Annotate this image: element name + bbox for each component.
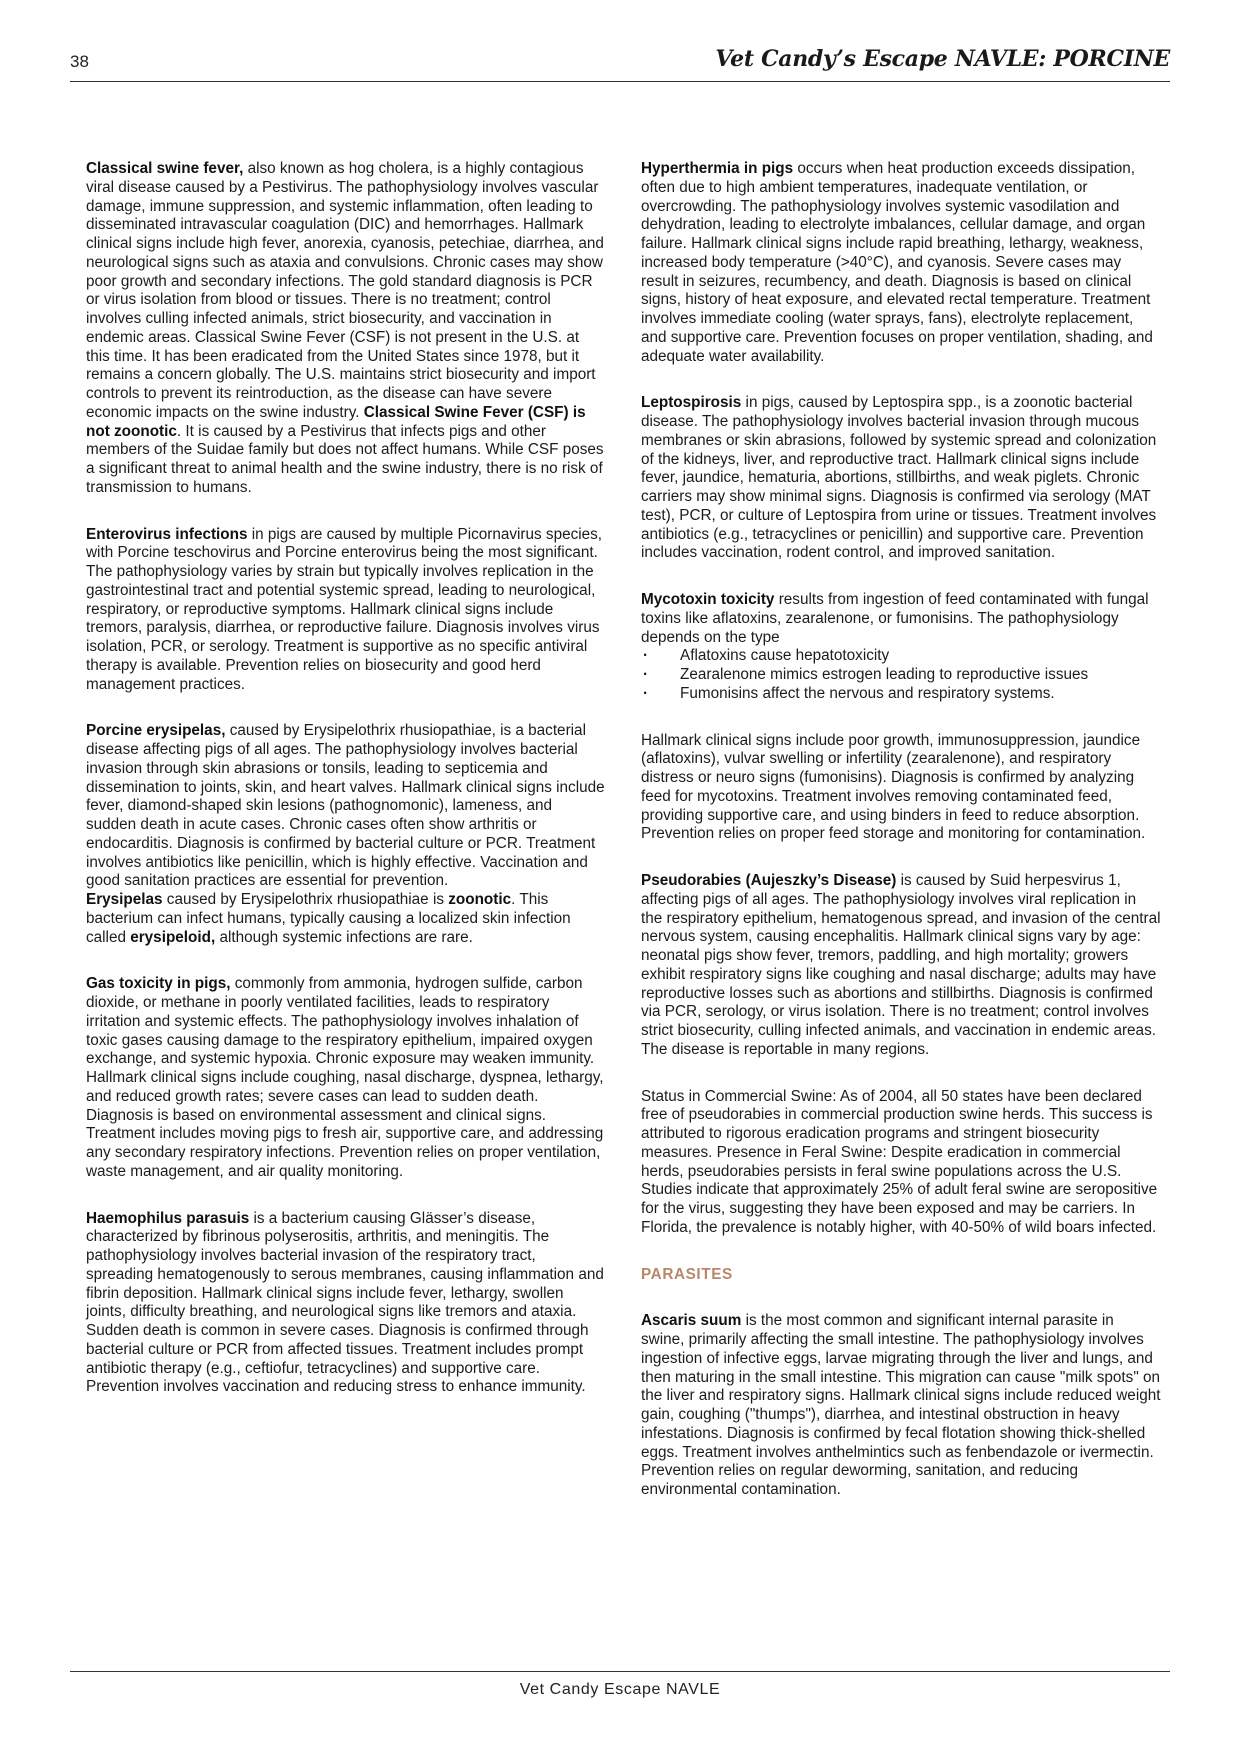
term-mycotoxin: Mycotoxin toxicity [641,591,775,608]
footer-text: Vet Candy Escape NAVLE [519,1681,721,1698]
right-column [641,160,1161,1500]
term-erysipeloid: erysipeloid, [130,928,216,946]
term-hyperthermia: Hyperthermia in pigs [641,160,794,177]
note-zoonotic: zoonotic [448,891,512,908]
term-enterovirus: Enterovirus infections [86,525,248,543]
list-item: · Aflatoxins cause hepatotoxicity [641,647,1161,666]
footer-divider [70,1671,1170,1672]
paragraph-hyperthermia: Hyperthermia in pigs occurs when heat production exceeds dissipation, often due to high ambient temperatures, inadequate ventilation, or overcrowding. The pathophysiology involves systemic vasodilation and dehydration, leading to electrolyte imbalances, cellular damage, and organ failure. Hallmark clinical signs include rapid breathing, lethargy, weakness, increased body temperature (>40°C), and cyanosis. Severe cases may result in seizures, recumbency, and death. Diagnosis is based on clinical signs, history of heat exposure, and elevated rectal temperature. Treatment involves immediate cooling (water sprays, fans), electrolyte replacement, and supportive care. Prevention focuses on proper ventilation, shading, and adequate water availability. [641,160,1153,365]
paragraph-gas-toxicity: Gas toxicity in pigs, commonly from ammonia, hydrogen sulfide, carbon dioxide, or methane in poorly ventilated facilities, leads to respiratory irritation and systemic effects. The pathophysiology involves inhalation of toxic gases causing damage to the respiratory epithelium, impaired oxygen exchange, and systemic hypoxia. Chronic exposure may weaken immunity. Hallmark clinical signs include coughing, nasal discharge, dyspnea, lethargy, and reduced growth rates; severe cases can lead to sudden death. Diagnosis is based on environmental assessment and clinical signs. Treatment includes moving pigs to fresh air, supportive care, and addressing any secondary respiratory infections. Prevention relies on proper ventilation, waste management, and air quality monitoring. [86,975,604,1180]
left-column [86,160,606,1397]
paragraph-pseudorabies-status: Status in Commercial Swine: As of 2004, all 50 states have been declared free of pseudorabies in commercial production swine herds. This success is attributed to rigorous eradication programs and stringent biosecurity measures. Presence in Feral Swine: Despite eradication in commercial herds, pseudorabies persists in feral swine populations across the U.S. Studies indicate that approximately 25% of adult feral swine are seropositive for the virus, suggesting they have been exposed and may be carriers. In Florida, the prevalence is notably higher, with 40-50% of wild boars infected. [641,1087,1158,1236]
note-csf-not-zoonotic: Classical Swine Fever (CSF) is not zoonotic [86,403,586,440]
term-leptospirosis: Leptospirosis [641,394,742,412]
list-item: · Fumonisins affect the nervous and respiratory systems. [641,685,1161,704]
term-erysipelas: Erysipelas [86,891,163,908]
section-heading-parasites: PARASITES [641,1265,733,1283]
term-classical-swine-fever: Classical swine fever, [86,160,244,177]
term-pseudorabies: Pseudorabies (Aujeszky’s Disease) [641,872,897,889]
header-divider [70,81,1170,82]
paragraph-haemophilus-parasuis: Haemophilus parasuis is a bacterium causing Glässer’s disease, characterized by fibrinous polyserositis, arthritis, and meningitis. The pathophysiology involves bacterial invasion of the respiratory tract, spreading hematogenously to serous membranes, causing inflammation and fibrin deposition. Hallmark clinical signs include fever, lethargy, swollen joints, difficulty breathing, and neurological signs like tremors and ataxia. Sudden death is common in severe cases. Diagnosis is confirmed through bacterial culture or PCR from affected tissues. Treatment includes prompt antibiotic therapy (e.g., ceftiofur, tetracyclines) and supportive care. Prevention involves vaccination and reducing stress to enhance immunity. [86,1209,604,1396]
paragraph-porcine-erysipelas: Porcine erysipelas, caused by Erysipelothrix rhusiopathiae, is a bacterial disease affecting pigs of all ages. The pathophysiology involves bacterial invasion through skin abrasions or tonsils, leading to septicemia and dissemination to joints, skin, and heart valves. Hallmark clinical signs include fever, diamond-shaped skin lesions (pathognomonic), lameness, and sudden death in acute cases. Chronic cases often show arthritis or endocarditis. Diagnosis is confirmed by bacterial culture or PCR. Treatment involves antibiotics like penicillin, which is highly effective. Vaccination and good sanitation practices are essential for prevention. Erysipelas caused by Erysipelothrix rhusiopathiae is zoonotic. This bacterium can infect humans, typically causing a localized skin infection called erysipeloid, although systemic infections are rare. [86,722,605,946]
mycotoxin-types-list [641,647,1161,703]
term-porcine-erysipelas: Porcine erysipelas, [86,722,226,740]
running-header-title: Vet Candy’s Escape NAVLE: PORCINE [715,46,1170,72]
paragraph-classical-swine-fever: Classical swine fever, also known as hog cholera, is a highly contagious viral disease caused by a Pestivirus. The pathophysiology involves vascular damage, immune suppression, and systemic inflammation, often leading to disseminated intravascular coagulation (DIC) and hemorrhages. Hallmark clinical signs include high fever, anorexia, cyanosis, petechiae, diarrhea, and neurological signs such as ataxia and convulsions. Chronic cases may show poor growth and secondary infections. The gold standard diagnosis is PCR or virus isolation from blood or tissues. There is no treatment; control involves culling infected animals, strict biosecurity, and vaccination in endemic areas. Classical Swine Fever (CSF) is not present in the U.S. at this time. It has been eradicated from the United States since 1978, but it remains a concern globally. The U.S. maintains strict biosecurity and import controls to prevent its reintroduction, as the disease can have severe economic impacts on the swine industry. Classical Swine Fever (CSF) is not zoonotic. It is caused by a Pestivirus that infects pigs and other members of the Suidae family but does not affect humans. While CSF poses a significant threat to animal health and the swine industry, there is no risk of transmission to humans. [86,160,604,496]
term-haemophilus-parasuis: Haemophilus parasuis [86,1209,250,1227]
term-gas-toxicity: Gas toxicity in pigs, [86,975,231,993]
paragraph-enterovirus: Enterovirus infections in pigs are caused by multiple Picornavirus species, with Porcine teschovirus and Porcine enterovirus being the most significant. The pathophysiology varies by strain but typically involves replication in the gastrointestinal tract and potential systemic spread, leading to neurological, respiratory, or reproductive symptoms. Hallmark clinical signs include tremors, paralysis, diarrhea, or reproductive failure. Diagnosis involves virus isolation, PCR, or serology. Treatment is supportive as no specific antiviral therapy is available. Prevention relies on biosecurity and good herd management practices. [86,525,603,693]
list-item: · Zearalenone mimics estrogen leading to reproductive issues [641,666,1161,685]
term-ascaris-suum: Ascaris suum [641,1312,742,1330]
paragraph-leptospirosis: Leptospirosis in pigs, caused by Leptospira spp., is a zoonotic bacterial disease. The pathophysiology involves bacterial invasion through mucous membranes or skin abrasions, followed by systemic spread and colonization of the kidneys, liver, and reproductive tract. Hallmark clinical signs include fever, jaundice, hematuria, abortions, stillbirths, and weak piglets. Chronic carriers may show minimal signs. Diagnosis is confirmed via serology (MAT test), PCR, or culture of Leptospira from urine or tissues. Treatment involves antibiotics (e.g., tetracyclines or penicillin) and supportive care. Prevention includes vaccination, rodent control, and improved sanitation. [641,394,1157,562]
paragraph-mycotoxin-signs: Hallmark clinical signs include poor growth, immunosuppression, jaundice (aflatoxins), vulvar swelling or infertility (zearalenone), and respiratory distress or neuro signs (fumonisins). Diagnosis is confirmed by analyzing feed for mycotoxins. Treatment involves removing contaminated feed, providing supportive care, and using binders in feed to reduce absorption. Prevention relies on proper feed storage and monitoring for contamination. [641,731,1146,843]
paragraph-ascaris-suum: Ascaris suum is the most common and significant internal parasite in swine, primarily affecting the small intestine. The pathophysiology involves ingestion of infective eggs, larvae migrating through the liver and lungs, and then maturing in the small intestine. This migration can cause "milk spots" on the liver and respiratory signs. Hallmark clinical signs include reduced weight gain, coughing ("thumps"), diarrhea, and intestinal obstruction in heavy infestations. Diagnosis is confirmed by fecal flotation showing thick-shelled eggs. Treatment involves anthelmintics such as fenbendazole or ivermectin. Prevention relies on regular deworming, sanitation, and reducing environmental contamination. [641,1312,1161,1498]
page-number: 38 [70,52,89,71]
paragraph-mycotoxin: Mycotoxin toxicity results from ingestion of feed contaminated with fungal toxins like aflatoxins, zearalenone, or fumonisins. The pathophysiology depends on the type [641,591,1149,646]
paragraph-pseudorabies: Pseudorabies (Aujeszky’s Disease) is caused by Suid herpesvirus 1, affecting pigs of all ages. The pathophysiology involves viral replication in the respiratory epithelium, hematogenous spread, and invasion of the central nervous system, causing encephalitis. Hallmark clinical signs vary by age: neonatal pigs show fever, tremors, paddling, and high mortality; growers exhibit respiratory signs like coughing and nasal discharge; adults may have reproductive losses such as abortions and stillbirths. Diagnosis is confirmed via PCR, serology, or virus isolation. There is no treatment; control involves strict biosecurity, culling infected animals, and vaccination in endemic areas. The disease is reportable in many regions. [641,872,1161,1058]
